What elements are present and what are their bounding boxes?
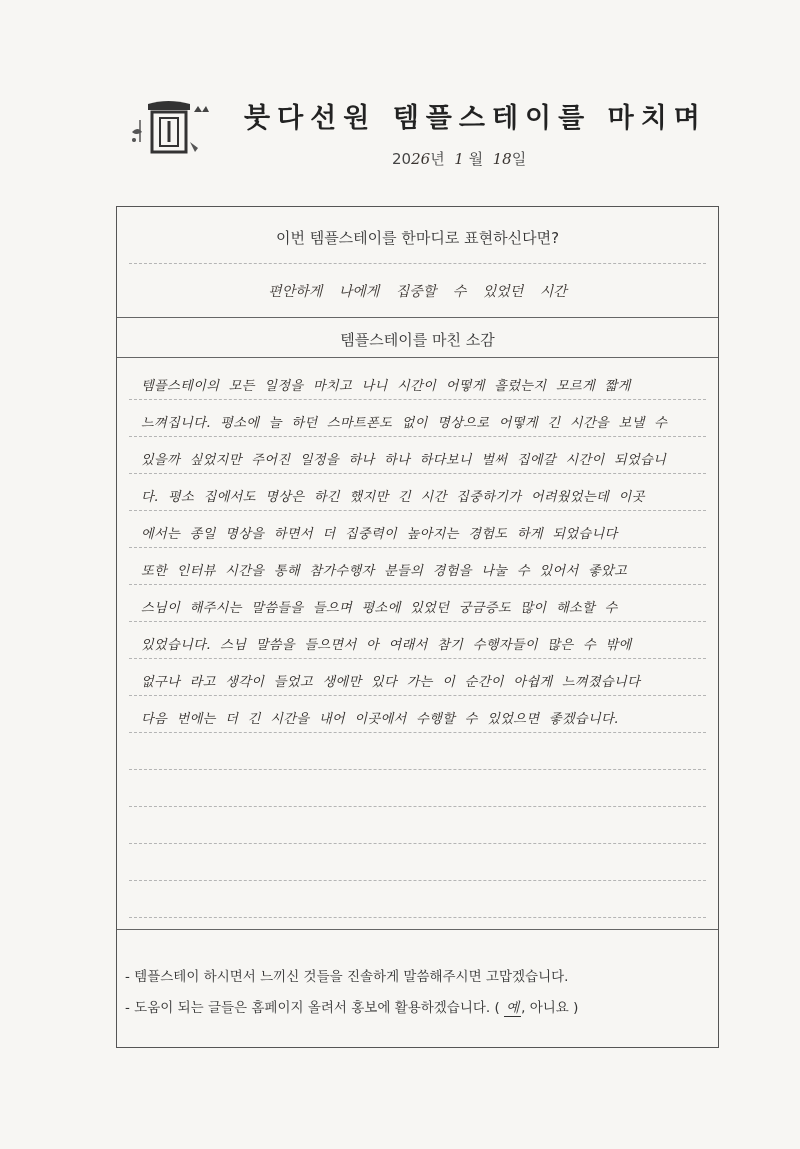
page-title: 붓다선원 템플스테이를 마치며 xyxy=(244,103,707,134)
question-label: 이번 템플스테이를 한마디로 표현하신다면? xyxy=(275,229,560,247)
ruled-line xyxy=(129,917,706,918)
ruled-line xyxy=(129,880,706,881)
ruled-line xyxy=(129,695,706,696)
temple-gate-icon xyxy=(128,98,212,160)
consent-yes-mark: 예 xyxy=(506,1000,520,1016)
ruled-line xyxy=(129,769,706,770)
note-line xyxy=(125,996,578,1016)
impression-line: 있었습니다. 스님 말씀을 들으면서 아 여래서 참기 수행자들이 많은 수 밖에 xyxy=(141,638,632,653)
impression-line: 없구나 라고 생각이 들었고 생에만 있다 가는 이 순간이 아쉽게 느껴졌습니다 xyxy=(141,675,641,690)
ruled-line xyxy=(129,843,706,844)
ruled-line xyxy=(129,732,706,733)
ruled-line xyxy=(129,399,706,400)
notes xyxy=(125,965,578,1027)
reflection-form xyxy=(116,206,719,1048)
ruled-line xyxy=(129,658,706,659)
date-line xyxy=(392,148,526,169)
date-month: 1 xyxy=(454,150,464,168)
divider xyxy=(129,263,706,264)
consent-no: , 아니요 ) xyxy=(521,1000,579,1016)
date-month-label: 월 xyxy=(468,150,484,168)
ruled-line xyxy=(129,584,706,585)
ruled-line xyxy=(129,473,706,474)
section-divider xyxy=(117,357,718,358)
section-divider xyxy=(117,317,718,318)
impression-line: 있을까 싶었지만 주어진 일정을 하나 하나 하다보니 벌써 집에갈 시간이 되었습니 xyxy=(141,453,667,468)
ruled-line xyxy=(129,621,706,622)
impression-line: 다. 평소 집에서도 명상은 하긴 했지만 긴 시간 집중하기가 어려웠었는데 이곳 xyxy=(141,490,645,505)
date-day: 18 xyxy=(492,150,512,168)
date-day-label: 일 xyxy=(511,150,527,168)
consent-text: - 도움이 되는 글들은 홈페이지 올려서 홍보에 활용하겠습니다. ( xyxy=(125,1000,500,1016)
impression-line: 스님이 해주시는 말씀들을 들으며 평소에 있었던 궁금증도 많이 해소할 수 xyxy=(141,601,618,616)
impression-line: 느껴집니다. 평소에 늘 하던 스마트폰도 없이 명상으로 어떻게 긴 시간을 보낼 수 xyxy=(141,416,668,431)
impressions-heading: 템플스테이를 마친 소감 xyxy=(340,331,495,349)
section-divider xyxy=(117,929,718,930)
ruled-line xyxy=(129,510,706,511)
impression-line: 또한 인터뷰 시간을 통해 참가수행자 분들의 경험을 나눌 수 있어서 좋았고 xyxy=(141,564,628,579)
impression-line: 다음 번에는 더 긴 시간을 내어 이곳에서 수행할 수 있었으면 좋겠습니다. xyxy=(141,712,619,727)
note-line: - 템플스테이 하시면서 느끼신 것들을 진솔하게 말씀해주시면 고맙겠습니다. xyxy=(125,969,569,985)
date-year-label: 년 xyxy=(430,150,445,168)
ruled-line xyxy=(129,547,706,548)
impression-line: 템플스테이의 모든 일정을 마치고 나니 시간이 어떻게 흘렀는지 모르게 짧게 xyxy=(141,379,631,394)
date-year: 26 xyxy=(411,150,431,168)
ruled-line xyxy=(129,436,706,437)
ruled-line xyxy=(129,806,706,807)
one-word-answer: 편안하게 나에게 집중할 수 있었던 시간 xyxy=(268,284,567,300)
date-prefix: 20 xyxy=(392,150,412,168)
impression-line: 에서는 종일 명상을 하면서 더 집중력이 높아지는 경험도 하게 되었습니다 xyxy=(141,527,618,542)
